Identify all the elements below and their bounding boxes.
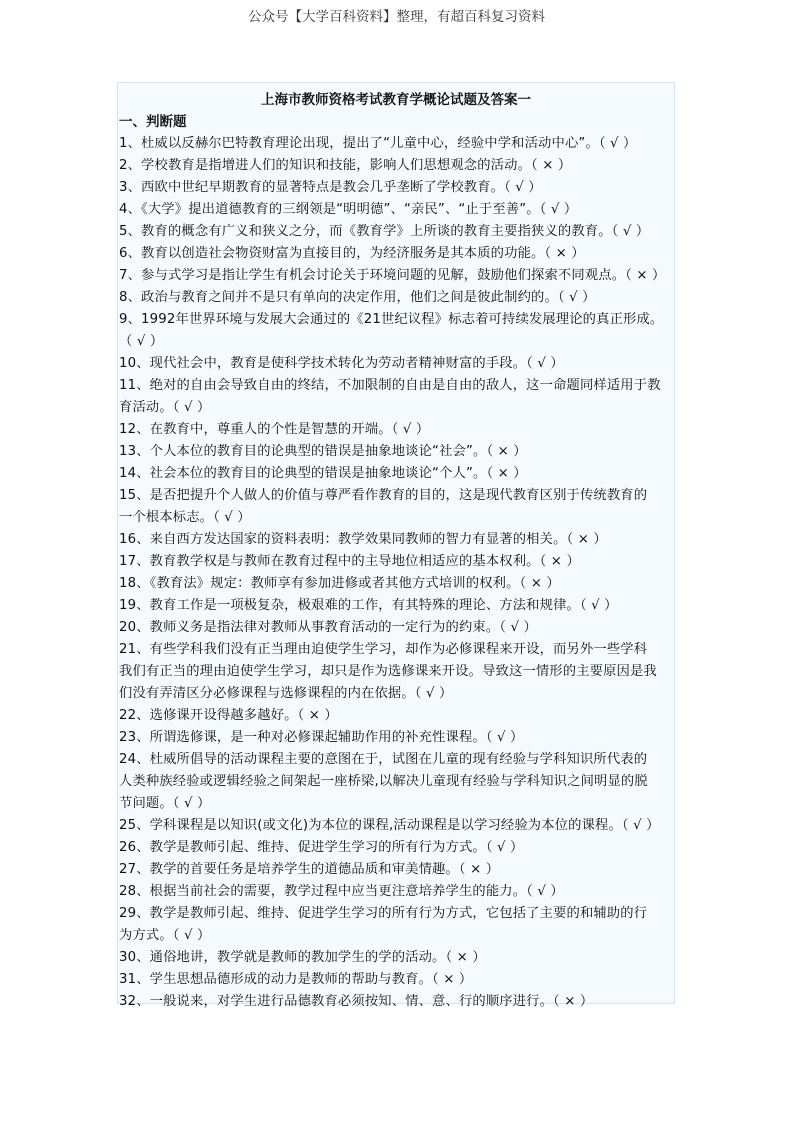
question-item [118,177,674,199]
question-text-line: 2、学校教育是指增进人们的知识和技能，影响人们思想观念的活动。（ × ） [119,158,572,173]
question-item [118,243,674,265]
question-item [118,265,674,287]
question-text-line: 13、个人本位的教育目的论典型的错误是抽象地谈论“社会”。（ × ） [119,444,527,459]
question-item [118,617,674,639]
question-item [118,815,674,837]
question-item [118,595,674,617]
question-text-line: 19、教育工作是一项极复杂，极艰难的工作，有其特殊的理论、方法和规律。（ √ ） [119,598,618,613]
question-item [118,287,674,309]
question-item [118,221,674,243]
question-item [118,859,674,881]
question-text-line: 30、通俗地讲，教学就是教师的教加学生的学的活动。（ × ） [119,950,486,965]
question-text-line: 31、学生思想品德形成的动力是教师的帮助与教育。（ × ） [119,972,473,987]
question-text-line: 27、教学的首要任务是培养学生的道德品质和审美情趣。（ × ） [119,862,500,877]
question-item [118,551,674,573]
question-text-line: 11、绝对的自由会导致自由的终结，不加限制的自由是自由的敌人，这一命题同样适用于教 [119,378,661,393]
document-content [117,82,675,1009]
question-text-line: 18、《教育法》规定：教师享有参加进修或者其他方式培训的权利。（ × ） [119,576,560,591]
question-item [118,463,674,485]
question-item [118,133,674,155]
question-text-line: 22、选修课开设得越多越好。（ × ） [119,708,338,723]
question-item [118,727,674,749]
question-text-line: 12、在教育中，尊重人的个性是智慧的开端。（ √ ） [119,422,430,437]
question-text-line: 我们有正当的理由迫使学生学习，却只是作为选修课来开设。导致这一情形的主要原因是我 [119,664,657,679]
question-text-line: 4、《大学》提出道德教育的三纲领是“明明德”、“亲民”、“止于至善”。（ √ ） [119,202,578,217]
question-text-line: 24、杜威所倡导的活动课程主要的意图在于，试图在儿童的现有经验与学科知识所代表的 [119,752,648,767]
question-text-line: 10、现代社会中，教育是使科学技术转化为劳动者精神财富的手段。（ √ ） [119,356,564,371]
question-text-line: 9、1992年世界环境与发展大会通过的《21世纪议程》标志着可持续发展理论的真正形成。 [119,312,664,327]
question-text-line: 14、社会本位的教育目的论典型的错误是抽象地谈论“个人”。（ × ） [119,466,527,481]
question-item [118,639,674,705]
question-text-line: 29、教学是教师引起、维持、促进学生学习的所有行为方式，它包括了主要的和辅助的行 [119,906,648,921]
question-item [118,155,674,177]
question-text-line: 25、学科课程是以知识(或文化)为本位的课程,活动课程是以学习经验为本位的课程。（ √ ） [119,818,660,833]
question-item [118,485,674,529]
question-text-line: 们没有弄清区分必修课程与选修课程的内在依据。（ √ ） [119,686,453,701]
question-item [118,375,674,419]
question-item [118,309,674,353]
question-item [118,199,674,221]
document-title: 上海市教师资格考试教育学概论试题及答案一 [261,92,531,108]
section-heading: 一、判断题 [119,114,187,130]
question-item [118,991,674,1013]
question-text-line: （ √ ） [119,334,164,349]
question-item [118,881,674,903]
question-text-line: 5、教育的概念有广义和狭义之分，而《教育学》上所谈的教育主要指狭义的教育。（ √ ） [119,224,650,239]
question-item [118,353,674,375]
question-text-line: 20、教师义务是指法律对教师从事教育活动的一定行为的约束。（ √ ） [119,620,537,635]
question-item [118,529,674,551]
question-text-line: 16、来自西方发达国家的资料表明：教学效果同教师的智力有显著的相关。（ × ） [119,532,607,547]
question-text-line: 26、教学是教师引起、维持、促进学生学习的所有行为方式。（ √ ） [119,840,524,855]
question-text-line: 21、有些学科我们没有正当理由迫使学生学习，却作为必修课程来开设，而另外一些学科 [119,642,648,657]
question-text-line: 28、根据当前社会的需要，教学过程中应当更注意培养学生的能力。（ √ ） [119,884,564,899]
question-text-line: 32、一般说来，对学生进行品德教育必须按知、情、意、行的顺序进行。（ × ） [119,994,594,1009]
question-text-line: 17、教育教学权是与教师在教育过程中的主导地位相适应的基本权利。（ × ） [119,554,580,569]
question-item [118,573,674,595]
question-text-line: 1、杜威以反赫尔巴特教育理论出现，提出了“儿童中心，经验中学和活动中心”。（ √ ） [119,136,637,151]
question-text-line: 7、参与式学习是指让学生有机会讨论关于环境问题的见解，鼓励他们探索不同观点。（ × ） [119,268,666,283]
question-item [118,837,674,859]
question-text-line: 3、西欧中世纪早期教育的显著特点是教会几乎垄断了学校教育。（ √ ） [119,180,542,195]
question-text-line: 一个根本标志。（ √ ） [119,510,251,525]
header-watermark: 公众号【大学百科资料】整理，有超百科复习资料 [248,9,545,25]
question-text-line: 育活动。（ √ ） [119,400,211,415]
question-item [118,969,674,991]
question-item [118,705,674,727]
question-text-line: 6、教育以创造社会物资财富为直接目的，为经济服务是其本质的功能。（ × ） [119,246,585,261]
question-text-line: 23、所谓选修课，是一种对必修课起辅助作用的补充性课程。（ √ ） [119,730,524,745]
question-item [118,903,674,947]
question-item [118,419,674,441]
question-text-line: 为方式。（ √ ） [119,928,211,943]
question-text-line: 人类种族经验或逻辑经验之间架起一座桥梁,以解决儿童现有经验与学科知识之间明显的脱 [119,774,648,789]
question-item [118,749,674,815]
question-text-line: 节问题。（ √ ） [119,796,211,811]
question-text-line: 15、是否把提升个人做人的价值与尊严看作教育的目的，这是现代教育区别于传统教育的 [119,488,648,503]
question-item [118,441,674,463]
question-list [118,133,674,1013]
question-item [118,947,674,969]
question-text-line: 8、政治与教育之间并不是只有单向的决定作用，他们之间是彼此制约的。（ √ ） [119,290,596,305]
